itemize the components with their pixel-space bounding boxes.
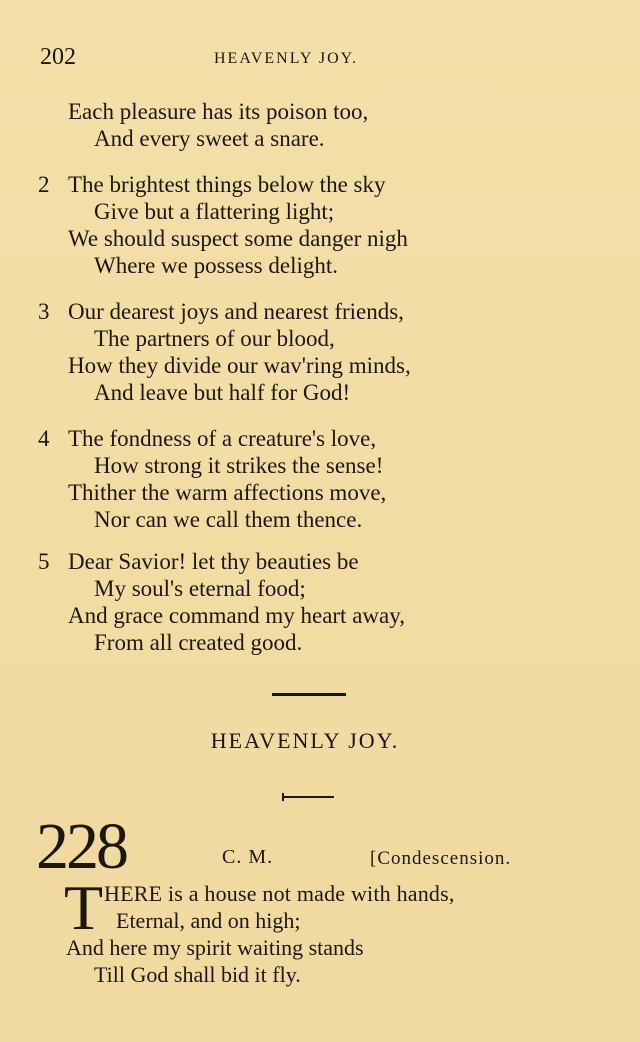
stanza xyxy=(38,171,598,279)
verse-text: From all created good. xyxy=(94,630,303,655)
verse-line xyxy=(38,225,598,252)
section-divider xyxy=(272,693,346,696)
verse-text: And leave but half for God! xyxy=(94,380,351,405)
verse-line xyxy=(38,602,598,629)
verse-line xyxy=(38,479,598,506)
verse-text: Our dearest joys and nearest friends, xyxy=(68,299,404,324)
verse-line xyxy=(38,548,598,575)
verse-text: How strong it strikes the sense! xyxy=(94,453,384,478)
verse-line xyxy=(38,506,598,533)
section-title: HEAVENLY JOY. xyxy=(210,728,400,753)
verse-text: Dear Savior! let thy beauties be xyxy=(68,549,359,574)
tune-name: [Condescension. xyxy=(370,848,512,869)
verse-line xyxy=(38,298,598,325)
verse-line xyxy=(38,98,598,125)
running-title: HEAVENLY JOY. xyxy=(214,50,359,67)
verse-line xyxy=(38,425,598,452)
ornament-dash xyxy=(282,790,336,804)
verse-text: Till God shall bid it fly. xyxy=(94,962,301,987)
verse-text: How they divide our wav'ring minds, xyxy=(68,353,411,378)
verse-text: Eternal, and on high; xyxy=(116,908,301,933)
verse-text: And grace command my heart away, xyxy=(68,603,405,628)
stanza-number: 5 xyxy=(38,549,50,574)
drop-cap: T xyxy=(64,872,104,943)
verse-line xyxy=(38,325,598,352)
verse-text: Where we possess delight. xyxy=(94,253,338,278)
verse-text: Give but a flattering light; xyxy=(94,199,335,224)
page-number: 202 xyxy=(40,44,76,70)
verse-line xyxy=(38,125,598,152)
verse-line xyxy=(38,452,598,479)
verse-text: And here my spirit waiting stands xyxy=(66,935,364,960)
stanza-continuation xyxy=(38,98,598,152)
hymn-number: 228 xyxy=(36,810,126,883)
verse-line xyxy=(38,352,598,379)
verse-line xyxy=(38,379,598,406)
verse-text: The fondness of a creature's love, xyxy=(68,426,377,451)
verse-text: The brightest things below the sky xyxy=(68,172,386,197)
verse-text: We should suspect some danger nigh xyxy=(68,226,408,251)
hymn-meter: C. M. xyxy=(222,846,274,868)
verse-line xyxy=(38,252,598,279)
stanza-number: 3 xyxy=(38,299,50,324)
verse-line xyxy=(38,629,598,656)
verse-line xyxy=(38,171,598,198)
verse-text: Each pleasure has its poison too, xyxy=(68,99,369,124)
verse-text: Thither the warm affections move, xyxy=(68,480,387,505)
verse-text: Nor can we call them thence. xyxy=(94,507,363,532)
verse-text: And every sweet a snare. xyxy=(94,126,325,151)
stanza xyxy=(38,298,598,406)
verse-text: The partners of our blood, xyxy=(94,326,335,351)
verse-text: My soul's eternal food; xyxy=(94,576,306,601)
stanza-number: 4 xyxy=(38,426,50,451)
stanza xyxy=(38,548,598,656)
stanza xyxy=(38,425,598,533)
verse-line xyxy=(38,198,598,225)
running-head xyxy=(38,44,600,74)
verse-text: HERE is a house not made with hands, xyxy=(104,881,455,906)
stanza-number: 2 xyxy=(38,172,50,197)
verse-line xyxy=(38,575,598,602)
